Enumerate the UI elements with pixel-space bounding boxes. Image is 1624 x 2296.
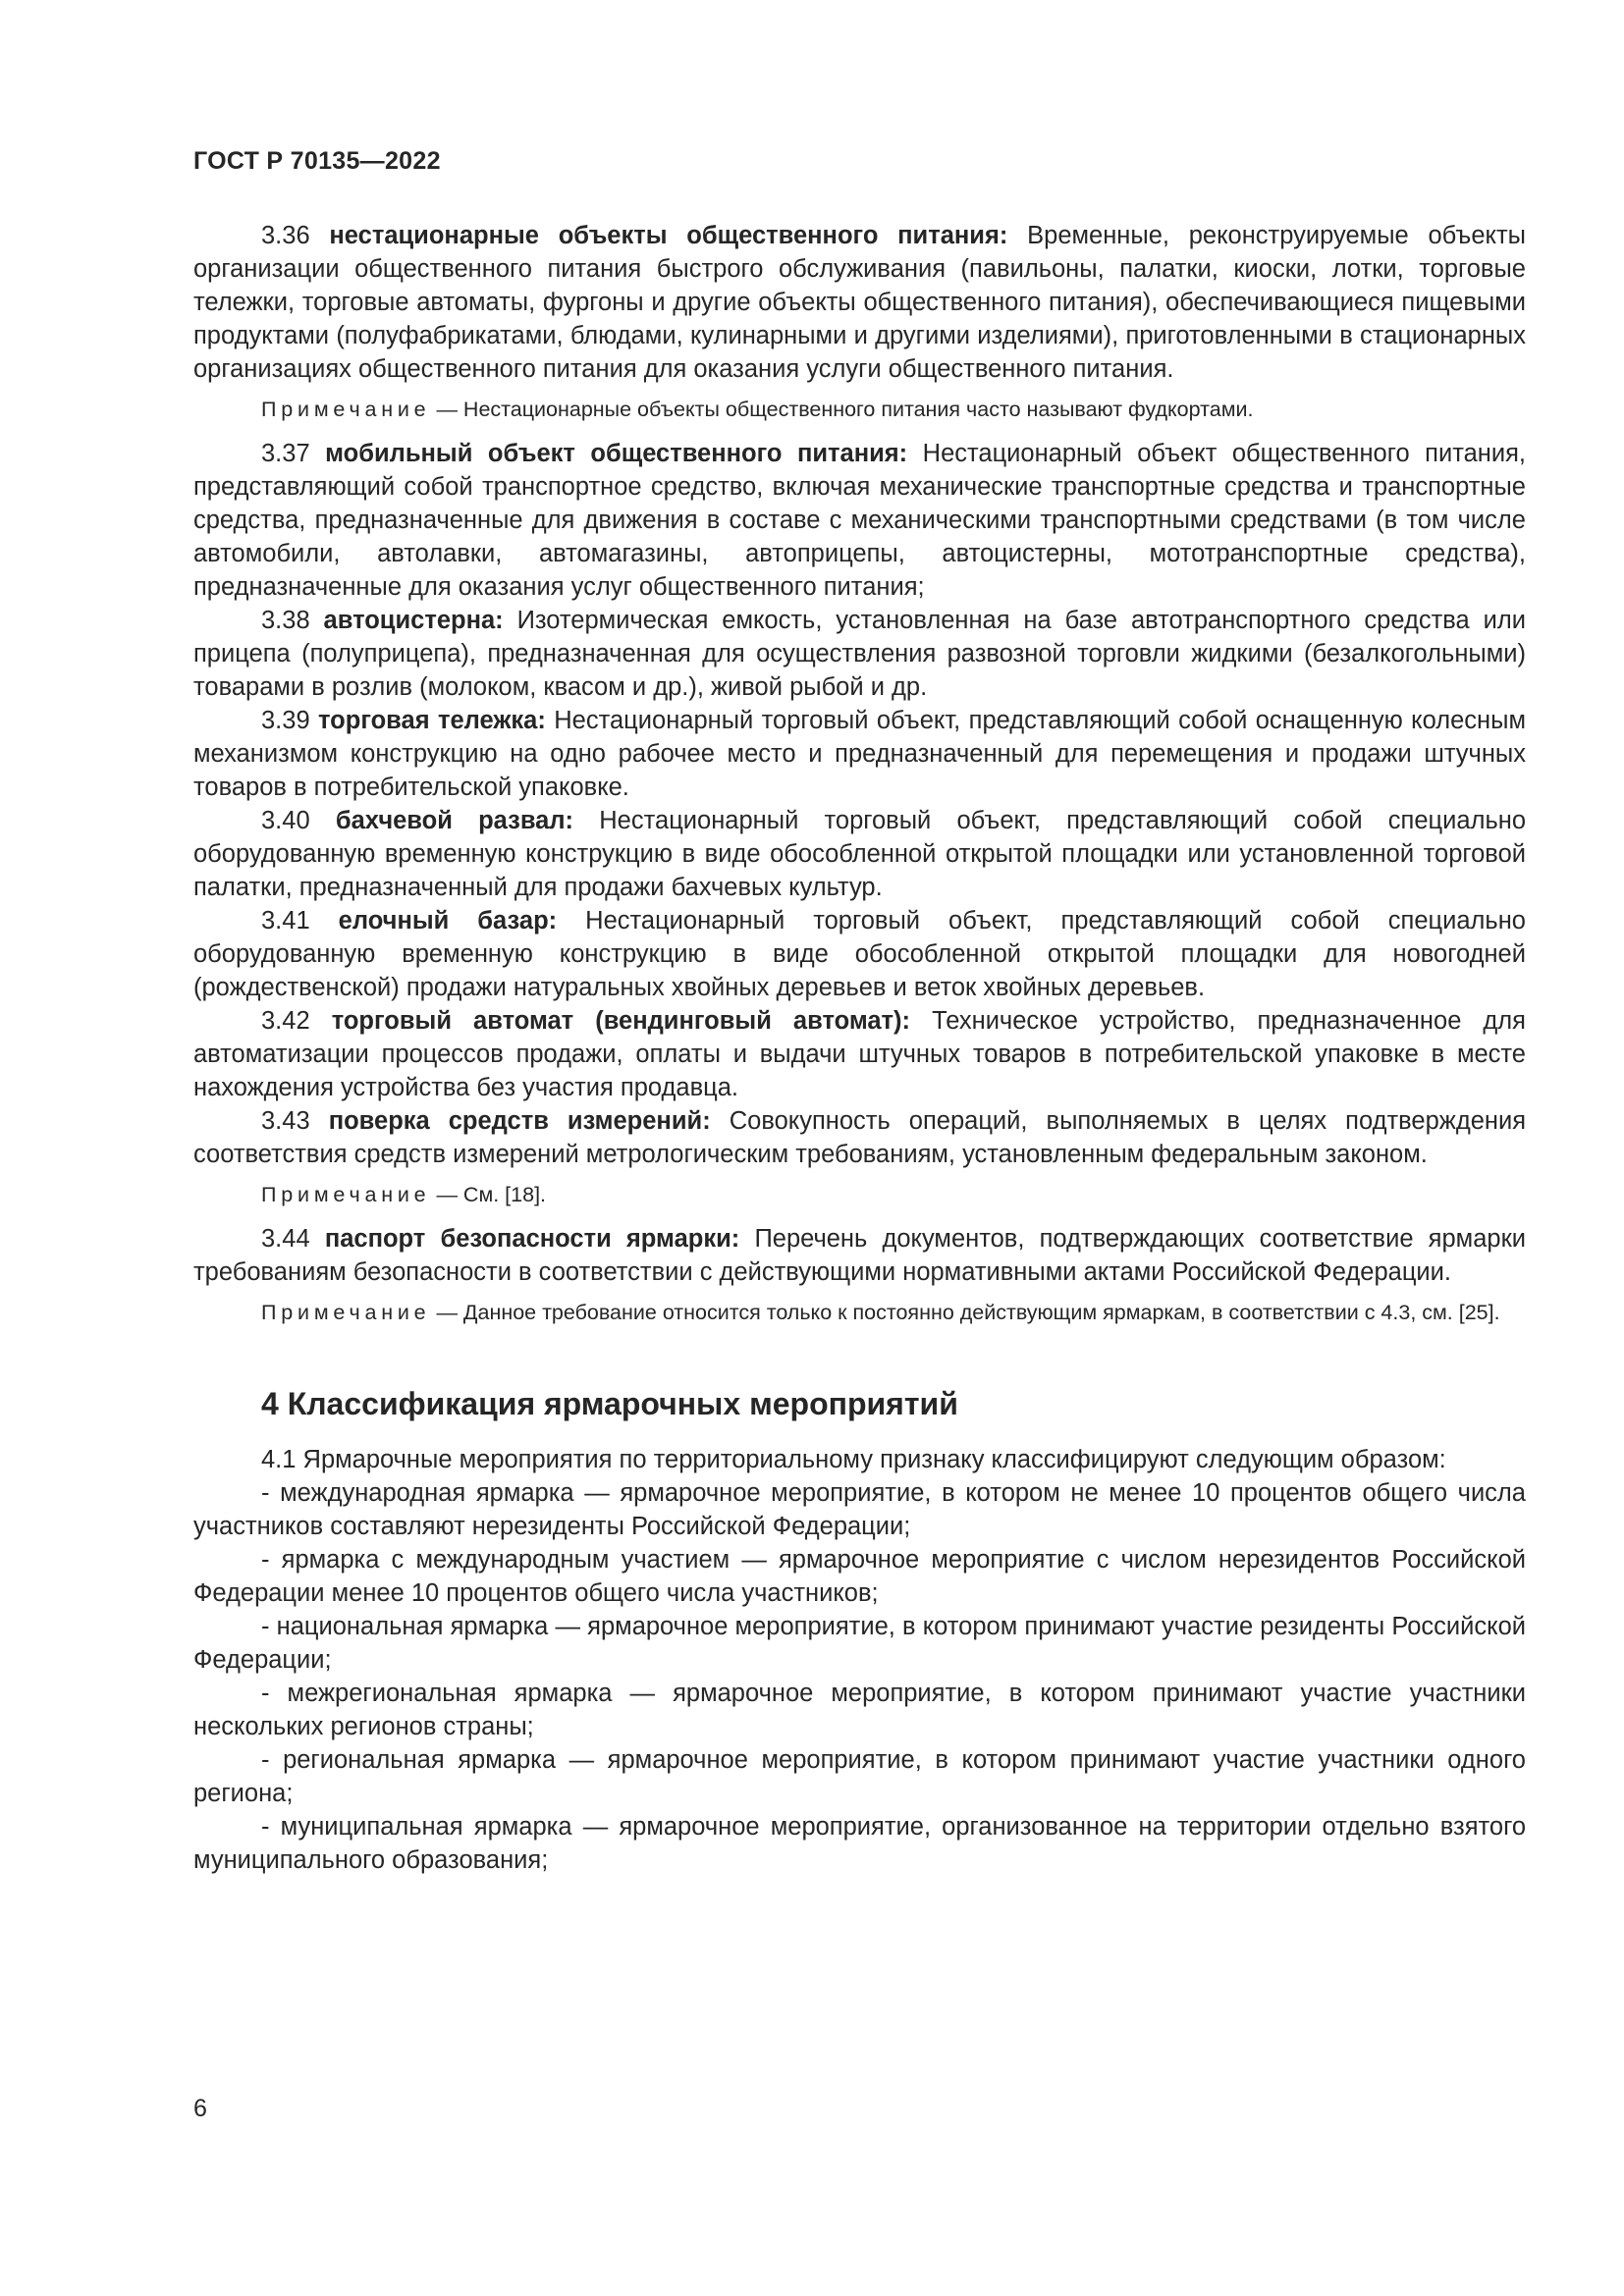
note-3-43 (193, 1181, 1526, 1209)
term-name: нестационарные объекты общественного питания: (329, 222, 1008, 249)
term-name: паспорт безопасности ярмарки: (324, 1225, 740, 1253)
term-3-44 (193, 1222, 1526, 1289)
term-number: 3.41 (261, 907, 310, 934)
note-3-36 (193, 396, 1526, 424)
list-item: - муниципальная ярмарка — ярмарочное мероприятие, организованное на территории отдельно взятого муниципального образования; (193, 1813, 1526, 1874)
term-3-41 (193, 904, 1526, 1004)
term-name: автоцистерна: (323, 607, 504, 634)
section-4-title: 4 Классификация ярмарочных мероприятий (261, 1386, 958, 1421)
term-definition: Нестационарный торговый объект, представляющий собой специально оборудованную временную конструкцию в виде обособленной открытой площадки для новогодней (рождественской) продажи натуральных хвойных деревьев и веток хвойных деревьев. (193, 907, 1526, 1001)
term-name: елочный базар: (338, 907, 558, 934)
note-text: — Нестационарные объекты общественного питания часто называют фудкортами. (436, 398, 1254, 421)
term-number: 3.39 (261, 707, 310, 734)
term-number: 3.36 (261, 222, 310, 249)
list-item: - национальная ярмарка — ярмарочное мероприятие, в котором принимают участие резиденты Российской Федерации; (193, 1613, 1526, 1674)
term-name: мобильный объект общественного питания: (325, 440, 908, 467)
note-3-44 (193, 1299, 1526, 1327)
term-3-36 (193, 219, 1526, 386)
term-definition: Нестационарный торговый объект, представляющий собой оснащенную колесным механизмом конструкцию на одно рабочее место и предназначенный для перемещения и продажи штучных товаров в потребительской упаковке. (193, 707, 1526, 801)
note-text: — См. [18]. (436, 1183, 547, 1206)
page-content (193, 219, 1526, 1877)
term-definition: Нестационарный торговый объект, представляющий собой специально оборудованную временную конструкцию в виде обособленной открытой площадки или установленной торговой палатки, предназначенный для продажи бахчевых культур. (193, 807, 1527, 901)
term-definition: Изотермическая емкость, установленная на базе автотранспортного средства или прицепа (полуприцепа), предназначенная для осуществления развозной торговли жидкими (безалкогольными) товарами в розлив (молоком, квасом и др.), живой рыбой и др. (193, 607, 1526, 701)
term-name: поверка средств измерений: (328, 1107, 711, 1135)
term-3-37 (193, 437, 1526, 604)
term-number: 3.40 (261, 807, 310, 834)
term-number: 3.38 (261, 607, 310, 634)
list-item: - межрегиональная ярмарка — ярмарочное мероприятие, в котором принимают участие участники нескольких регионов страны; (193, 1680, 1526, 1740)
note-label: Примечание (261, 1183, 431, 1206)
document-code: ГОСТ Р 70135—2022 (193, 147, 441, 175)
term-number: 3.43 (261, 1107, 310, 1135)
term-3-43 (193, 1104, 1526, 1171)
term-3-38 (193, 604, 1526, 704)
term-number: 3.37 (261, 440, 310, 467)
term-name: торговая тележка: (318, 707, 546, 734)
note-label: Примечание (261, 398, 431, 421)
term-definition: Техническое устройство, предназначенное для автоматизации процессов продажи, оплаты и выдачи штучных товаров в потребительской упаковке в месте нахождения устройства без участия продавца. (193, 1007, 1526, 1101)
term-number: 3.44 (261, 1225, 310, 1253)
term-name: бахчевой развал: (335, 807, 574, 834)
term-3-39 (193, 704, 1526, 804)
note-label: Примечание (261, 1301, 431, 1324)
list-item: - региональная ярмарка — ярмарочное мероприятие, в котором принимают участие участники одного региона; (193, 1746, 1526, 1807)
term-3-40 (193, 804, 1526, 904)
term-definition: Нестационарный объект общественного питания, представляющий собой транспортное средство, включая механические транспортные средства и транспортные средства, предназначенные для движения в составе с механическими транспортными средствами (в том числе автомобили, автолавки, автомагазины, автоприцепы, автоцистерны, мототранспортные средства), предназначенные для оказания услуг общественного питания; (193, 440, 1526, 601)
note-text: — Данное требование относится только к постоянно действующим ярмаркам, в соответствии с 4.3, см. [25]. (436, 1301, 1500, 1324)
page-number: 6 (193, 2095, 207, 2122)
term-definition: Совокупность операций, выполняемых в целях подтверждения соответствия средств измерений метрологическим требованиям, установленным федеральным законом. (193, 1107, 1527, 1168)
term-definition: Временные, реконструируемые объекты организации общественного питания быстрого обслуживания (павильоны, палатки, киоски, лотки, торговые тележки, торговые автоматы, фургоны и другие объекты общественного питания), обеспечивающиеся пищевыми продуктами (полуфабрикатами, блюдами, кулинарными и другими изделиями), приготовленными в стационарных организациях общественного питания для оказания услуги общественного питания. (193, 222, 1526, 383)
section-4-intro: 4.1 Ярмарочные мероприятия по территориальному признаку классифицируют следующим образом: (261, 1446, 1446, 1473)
term-number: 3.42 (261, 1007, 310, 1035)
term-name: торговый автомат (вендинговый автомат): (331, 1007, 911, 1035)
term-3-42 (193, 1004, 1526, 1104)
list-item: - международная ярмарка — ярмарочное мероприятие, в котором не менее 10 процентов общего числа участников составляют нерезиденты Российской Федерации; (193, 1479, 1526, 1540)
term-definition: Перечень документов, подтверждающих соответствие ярмарки требованиям безопасности в соответствии с действующими нормативными актами Российской Федерации. (193, 1225, 1526, 1286)
list-item: - ярмарка с международным участием — ярмарочное мероприятие с числом нерезидентов Российской Федерации менее 10 процентов общего числа участников; (193, 1546, 1526, 1607)
